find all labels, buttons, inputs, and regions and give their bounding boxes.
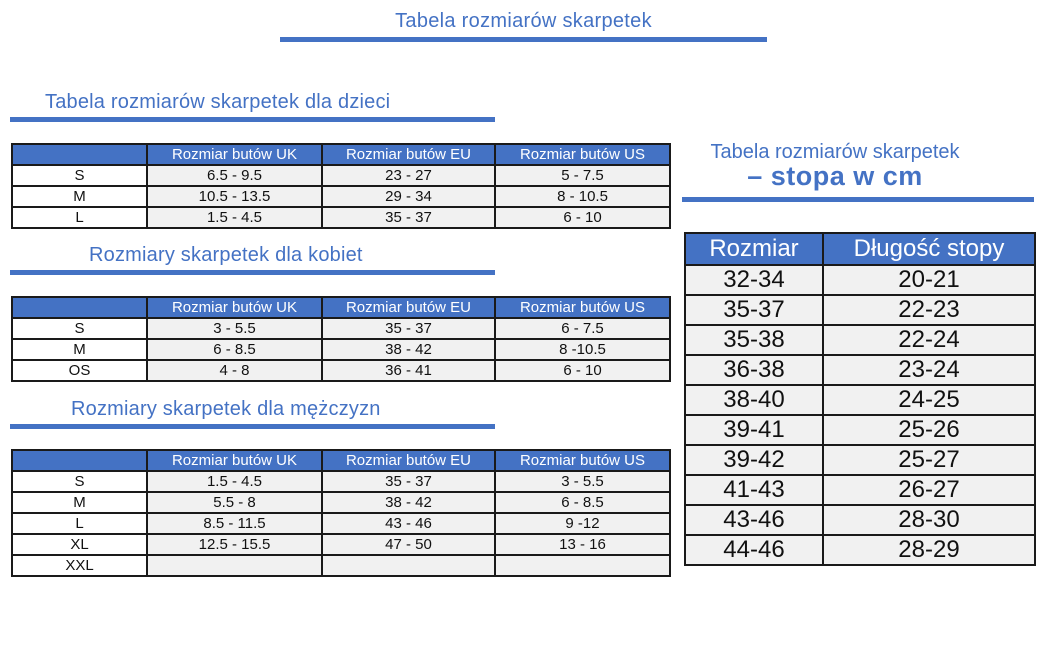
- eu-cell: 47 - 50: [322, 534, 495, 555]
- length-cell: 22-23: [823, 295, 1035, 325]
- foot-title-underline: [682, 197, 1034, 202]
- table-row: [685, 445, 1035, 475]
- eu-cell: 38 - 42: [322, 492, 495, 513]
- eu-cell: [322, 555, 495, 576]
- table-row: [12, 513, 670, 534]
- us-cell: 5 - 7.5: [495, 165, 670, 186]
- table-row: [12, 318, 670, 339]
- size-cell: 43-46: [685, 505, 823, 535]
- children-section-title: Tabela rozmiarów skarpetek dla dzieci: [45, 91, 391, 113]
- uk-cell: 1.5 - 4.5: [147, 207, 322, 228]
- size-cell: 44-46: [685, 535, 823, 565]
- eu-cell: 38 - 42: [322, 339, 495, 360]
- header-cell-size: Rozmiar: [685, 233, 823, 265]
- us-cell: 6 - 10: [495, 360, 670, 381]
- size-label: S: [12, 471, 147, 492]
- header-cell: [12, 144, 147, 165]
- length-cell: 25-27: [823, 445, 1035, 475]
- women-title-underline: [10, 270, 495, 275]
- eu-cell: 35 - 37: [322, 207, 495, 228]
- table-row: [12, 534, 670, 555]
- uk-cell: [147, 555, 322, 576]
- length-cell: 26-27: [823, 475, 1035, 505]
- uk-cell: 1.5 - 4.5: [147, 471, 322, 492]
- us-cell: 6 - 7.5: [495, 318, 670, 339]
- length-cell: 25-26: [823, 415, 1035, 445]
- header-cell-us: Rozmiar butów US: [495, 450, 670, 471]
- length-cell: 24-25: [823, 385, 1035, 415]
- men-size-table: [11, 449, 671, 577]
- us-cell: 6 - 10: [495, 207, 670, 228]
- eu-cell: 35 - 37: [322, 471, 495, 492]
- foot-length-table: [684, 232, 1036, 566]
- header-cell-eu: Rozmiar butów EU: [322, 450, 495, 471]
- size-label: S: [12, 318, 147, 339]
- size-label: XXL: [12, 555, 147, 576]
- uk-cell: 12.5 - 15.5: [147, 534, 322, 555]
- size-label: M: [12, 339, 147, 360]
- length-cell: 23-24: [823, 355, 1035, 385]
- size-cell: 35-38: [685, 325, 823, 355]
- table-row: [685, 415, 1035, 445]
- us-cell: 6 - 8.5: [495, 492, 670, 513]
- size-label: S: [12, 165, 147, 186]
- table-row: [12, 492, 670, 513]
- size-label: XL: [12, 534, 147, 555]
- children-title-underline: [10, 117, 495, 122]
- size-label: M: [12, 492, 147, 513]
- table-row: [685, 355, 1035, 385]
- header-cell-eu: Rozmiar butów EU: [322, 144, 495, 165]
- table-row: [12, 471, 670, 492]
- table-row: [12, 186, 670, 207]
- table-row: [685, 535, 1035, 565]
- uk-cell: 8.5 - 11.5: [147, 513, 322, 534]
- size-cell: 35-37: [685, 295, 823, 325]
- header-cell: [12, 297, 147, 318]
- size-label: L: [12, 207, 147, 228]
- size-cell: 32-34: [685, 265, 823, 295]
- header-cell-uk: Rozmiar butów UK: [147, 450, 322, 471]
- uk-cell: 10.5 - 13.5: [147, 186, 322, 207]
- uk-cell: 4 - 8: [147, 360, 322, 381]
- length-cell: 28-30: [823, 505, 1035, 535]
- us-cell: 9 -12: [495, 513, 670, 534]
- size-label: OS: [12, 360, 147, 381]
- table-row: [12, 207, 670, 228]
- header-cell-uk: Rozmiar butów UK: [147, 297, 322, 318]
- us-cell: 8 - 10.5: [495, 186, 670, 207]
- table-row: [685, 265, 1035, 295]
- table-row: [685, 295, 1035, 325]
- size-cell: 36-38: [685, 355, 823, 385]
- table-row: [12, 360, 670, 381]
- size-cell: 41-43: [685, 475, 823, 505]
- size-label: L: [12, 513, 147, 534]
- header-cell-foot-length: Długość stopy: [823, 233, 1035, 265]
- header-cell: [12, 450, 147, 471]
- us-cell: 3 - 5.5: [495, 471, 670, 492]
- table-row: [685, 385, 1035, 415]
- header-cell-eu: Rozmiar butów EU: [322, 297, 495, 318]
- length-cell: 28-29: [823, 535, 1035, 565]
- length-cell: 22-24: [823, 325, 1035, 355]
- uk-cell: 3 - 5.5: [147, 318, 322, 339]
- uk-cell: 6 - 8.5: [147, 339, 322, 360]
- header-cell-us: Rozmiar butów US: [495, 297, 670, 318]
- title-underline: [280, 37, 767, 42]
- size-cell: 39-41: [685, 415, 823, 445]
- header-cell-us: Rozmiar butów US: [495, 144, 670, 165]
- table-row: [12, 555, 670, 576]
- uk-cell: 5.5 - 8: [147, 492, 322, 513]
- size-cell: 38-40: [685, 385, 823, 415]
- women-size-table: [11, 296, 671, 382]
- length-cell: 20-21: [823, 265, 1035, 295]
- eu-cell: 29 - 34: [322, 186, 495, 207]
- header-cell-uk: Rozmiar butów UK: [147, 144, 322, 165]
- table-row: [12, 339, 670, 360]
- page-title: Tabela rozmiarów skarpetek: [395, 10, 652, 32]
- table-row: [685, 505, 1035, 535]
- men-title-underline: [10, 424, 495, 429]
- women-section-title: Rozmiary skarpetek dla kobiet: [89, 244, 363, 266]
- table-row: [685, 325, 1035, 355]
- eu-cell: 36 - 41: [322, 360, 495, 381]
- table-row: [12, 165, 670, 186]
- us-cell: [495, 555, 670, 576]
- eu-cell: 43 - 46: [322, 513, 495, 534]
- eu-cell: 35 - 37: [322, 318, 495, 339]
- size-label: M: [12, 186, 147, 207]
- size-cell: 39-42: [685, 445, 823, 475]
- table-row: [685, 475, 1035, 505]
- uk-cell: 6.5 - 9.5: [147, 165, 322, 186]
- us-cell: 8 -10.5: [495, 339, 670, 360]
- men-section-title: Rozmiary skarpetek dla mężczyzn: [71, 398, 381, 420]
- children-size-table: [11, 143, 671, 229]
- eu-cell: 23 - 27: [322, 165, 495, 186]
- us-cell: 13 - 16: [495, 534, 670, 555]
- foot-table-title: Tabela rozmiarów skarpetek: [710, 141, 960, 163]
- foot-table-subtitle: – stopa w cm: [747, 161, 923, 191]
